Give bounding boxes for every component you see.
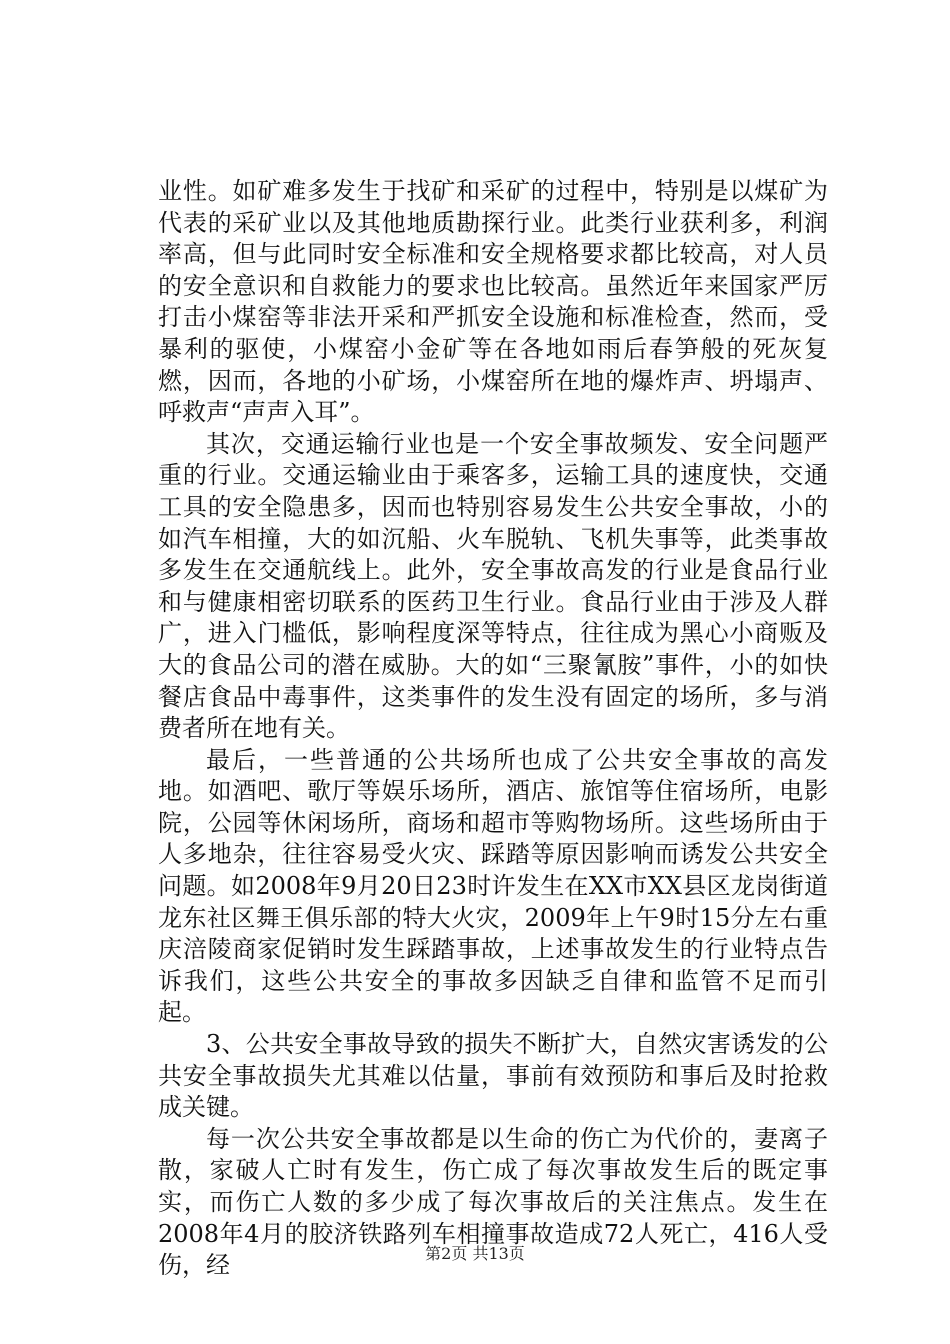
paragraph-1: 业性。如矿难多发生于找矿和采矿的过程中，特别是以煤矿为代表的采矿业以及其他地质勘探行业。此类行业获利多，利润率高，但与此同时安全标准和安全规格要求都比较高，对人员的安全意识和自救能力的要求也比较高。虽然近年来国家严厉打击小煤窑等非法开采和严抓安全设施和标准检查，然而，受暴利的驱使，小煤窑小金矿等在各地如雨后春笋般的死灰复燃，因而，各地的小矿场，小煤窑所在地的爆炸声、坍塌声、呼救声“声声入耳”。 bbox=[158, 177, 828, 427]
paragraph-3: 最后，一些普通的公共场所也成了公共安全事故的高发地。如酒吧、歌厅等娱乐场所，酒店、旅馆等住宿场所，电影院，公园等休闲场所，商场和超市等购物场所。这些场所由于人多地杂，往往容易受火灾、踩踏等原因影响而诱发公共安全问题。如2008年9月20日23时许发生在XX市XX县区龙岗街道龙东社区舞王俱乐部的特大火灾，2009年上午9时15分左右重庆涪陵商家促销时发生踩踏事故，上述事故发生的行业特点告诉我们，这些公共安全的事故多因缺乏自律和监管不足而引起。 bbox=[158, 745, 828, 1027]
paragraph-2: 其次，交通运输行业也是一个安全事故频发、安全问题严重的行业。交通运输业由于乘客多，运输工具的速度快，交通工具的安全隐患多，因而也特别容易发生公共安全事故，小的如汽车相撞，大的如沉船、火车脱轨、飞机失事等，此类事故多发生在交通航线上。此外，安全事故高发的行业是食品行业和与健康相密切联系的医药卫生行业。食品行业由于涉及人群广，进入门槛低，影响程度深等特点，往往成为黑心小商贩及大的食品公司的潜在威胁。大的如“三聚氰胺”事件，小的如快餐店食品中毒事件，这类事件的发生没有固定的场所，多与消费者所在地有关。 bbox=[158, 429, 828, 743]
paragraph-5: 每一次公共安全事故都是以生命的伤亡为代价的，妻离子散，家破人亡时有发生，伤亡成了每次事故发生后的既定事实，而伤亡人数的多少成了每次事故后的关注焦点。发生在2008年4月的胶济铁路列车相撞事故造成72人死亡，416人受伤，经 bbox=[158, 1124, 828, 1280]
page-footer: 第2页 共13页 bbox=[425, 1244, 525, 1263]
paragraph-4: 3、公共安全事故导致的损失不断扩大，自然灾害诱发的公共安全事故损失尤其难以估量，事前有效预防和事后及时抢救成关键。 bbox=[158, 1030, 828, 1122]
document-body bbox=[158, 176, 828, 1282]
